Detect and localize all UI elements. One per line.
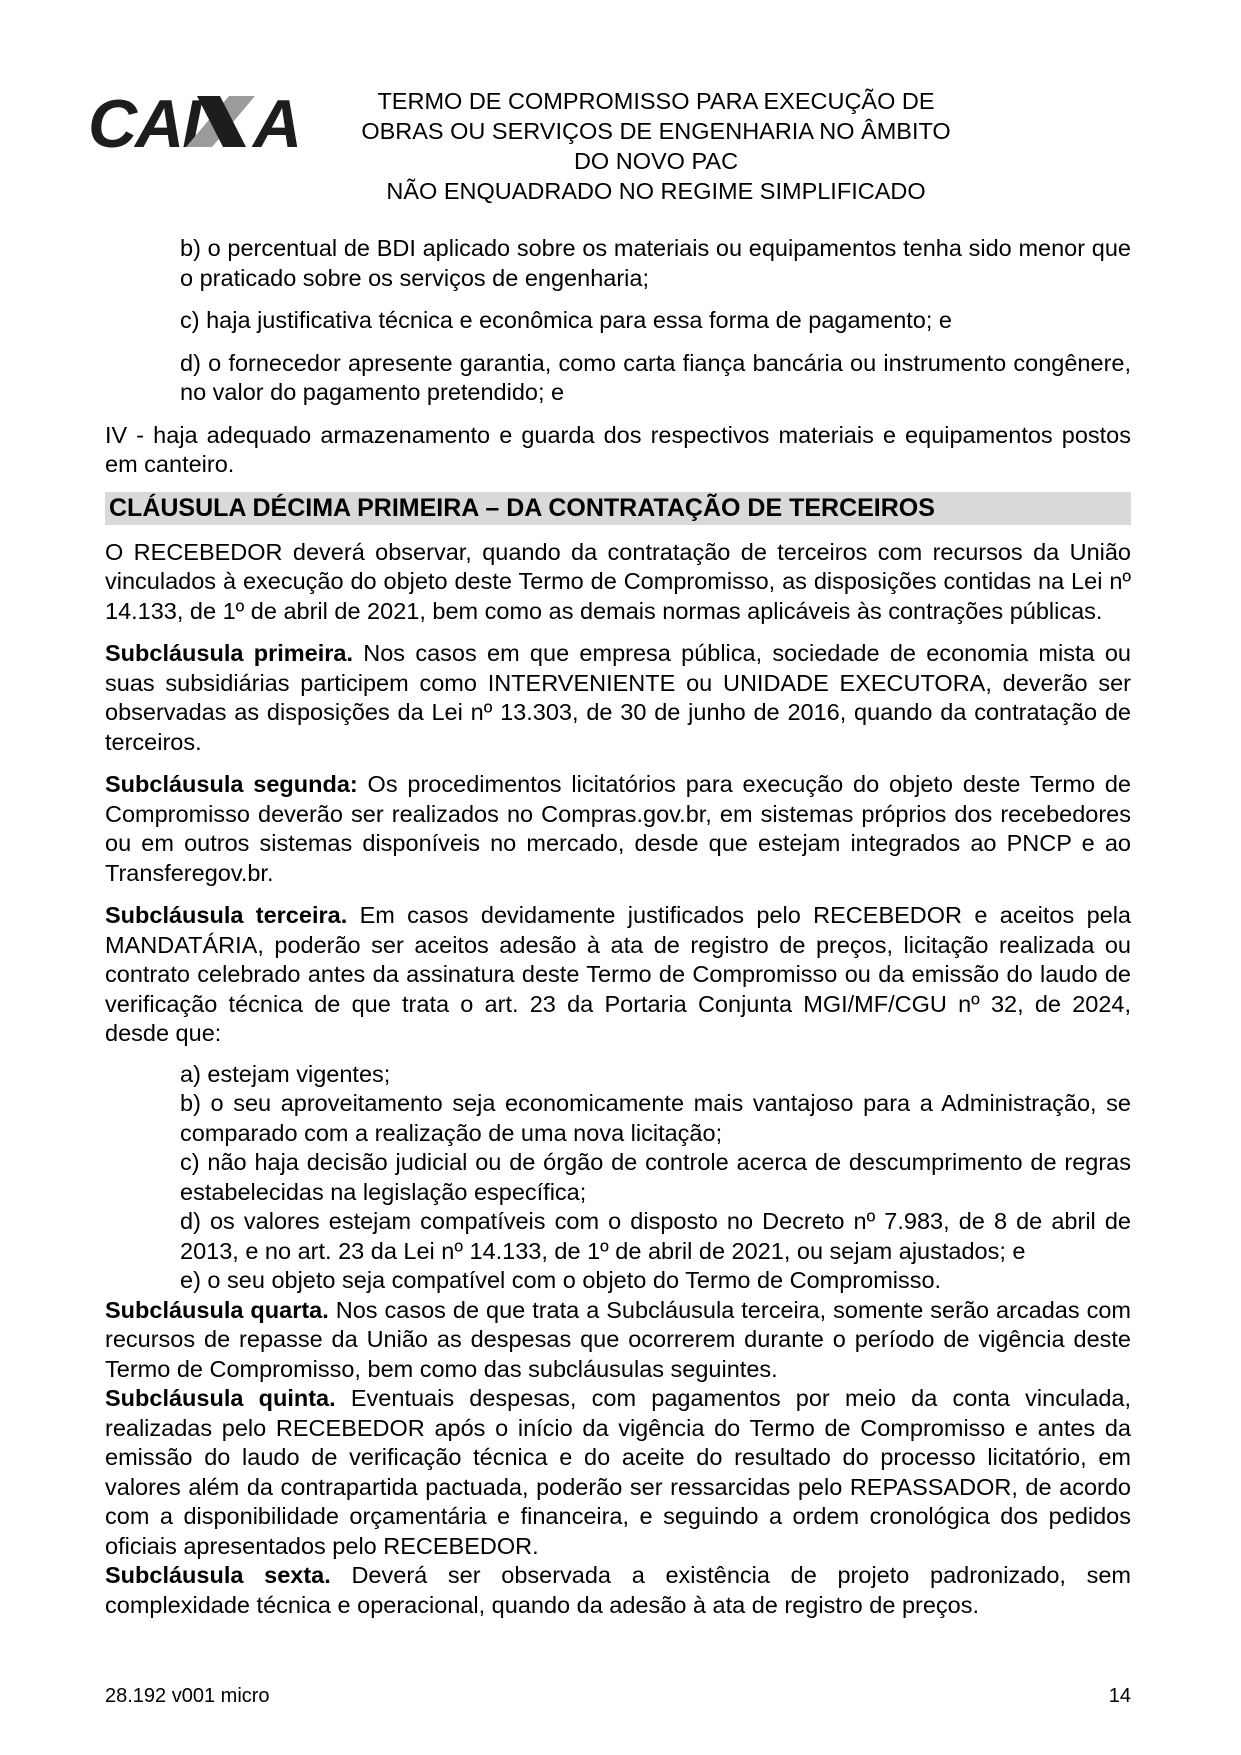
subclause-fourth-text: Nos casos de que trata a Subcláusula terceira, somente serão arcadas com recursos de repasse da União as despesas que ocorrerem durante o período de vigência deste Termo de Compromisso, bem como das subcláusulas seguintes. bbox=[105, 1296, 1131, 1382]
subclause-sixth-text: Deverá ser observada a existência de projeto padronizado, sem complexidade técnica e operacional, quando da adesão à ata de registro de preços. bbox=[105, 1562, 1132, 1618]
paragraph-list-c: c) não haja decisão judicial ou de órgão de controle acerca de descumprimento de regras estabelecidas na legislação específica; bbox=[180, 1149, 1131, 1205]
paragraph-subclause-sixth bbox=[105, 1561, 1131, 1620]
subclause-first-lead: Subcláusula primeira. bbox=[105, 640, 353, 666]
subclause-first-text: Nos casos em que empresa pública, sociedade de economia mista ou suas subsidiárias participem como INTERVENIENTE ou UNIDADE EXECUTORA, deverão ser observadas as disposições da Lei nº 13.303, de 30 de junho de 2016, quando da contratação de terceiros. bbox=[105, 640, 1131, 755]
paragraph-item-d: d) o fornecedor apresente garantia, como carta fiança bancária ou instrumento congênere, no valor do pagamento pretendido; e bbox=[180, 349, 1131, 405]
page-footer bbox=[105, 1684, 1131, 1708]
paragraph-item-b: b) o percentual de BDI aplicado sobre os materiais ou equipamentos tenha sido menor que o praticado sobre os serviços de engenharia; bbox=[180, 235, 1131, 291]
document-title-line-1: TERMO DE COMPROMISSO PARA EXECUÇÃO DE bbox=[377, 88, 935, 114]
subclause-third-lead: Subcláusula terceira. bbox=[105, 902, 348, 928]
paragraph-subclause-first bbox=[105, 639, 1131, 757]
paragraph-subclause-second bbox=[105, 770, 1131, 888]
footer-doc-code: 28.192 v001 micro bbox=[105, 1685, 270, 1707]
caixa-logo-text-end: A bbox=[253, 86, 301, 162]
caixa-logo bbox=[88, 86, 305, 162]
subclause-second-lead: Subcláusula segunda: bbox=[105, 771, 358, 797]
paragraph-subclause-third bbox=[105, 901, 1131, 1049]
paragraph-intro: O RECEBEDOR deverá observar, quando da contratação de terceiros com recursos da União vinculados à execução do objeto deste Termo de Compromisso, as disposições contidas na Lei nº 14.133, de 1º de abril de 2021, bem como as demais normas aplicáveis às contrações públicas. bbox=[105, 538, 1131, 624]
document-title-line-2: OBRAS OU SERVIÇOS DE ENGENHARIA NO ÂMBITO bbox=[361, 118, 951, 144]
paragraph-item-iv: IV - haja adequado armazenamento e guarda dos respectivos materiais e equipamentos postos em canteiro. bbox=[105, 421, 1131, 477]
paragraph-list-a: a) estejam vigentes; bbox=[180, 1060, 391, 1087]
subclause-sixth-lead: Subcláusula sexta. bbox=[105, 1562, 331, 1588]
subclause-fifth-lead: Subcláusula quinta. bbox=[105, 1385, 336, 1411]
paragraph-list-b: b) o seu aproveitamento seja economicamente mais vantajoso para a Administração, se comparado com a realização de uma nova licitação; bbox=[180, 1090, 1131, 1146]
paragraph-subclause-fourth bbox=[105, 1296, 1131, 1385]
clause-heading: CLÁUSULA DÉCIMA PRIMEIRA – DA CONTRATAÇÃO DE TERCEIROS bbox=[105, 492, 1131, 525]
subclause-third-text: Em casos devidamente justificados pelo RECEBEDOR e aceitos pela MANDATÁRIA, poderão ser aceitos adesão à ata de registro de preços, licitação realizada ou contrato celebrado antes da assinatura deste Termo de Compromisso ou da emissão do laudo de verificação técnica de que trata o art. 23 da Portaria Conjunta MGI/MF/CGU nº 32, de 2024, desde que: bbox=[105, 902, 1131, 1046]
subclause-fifth-text: Eventuais despesas, com pagamentos por meio da conta vinculada, realizadas pelo RECEBEDOR após o início da vigência do Termo de Compromisso e antes da emissão do laudo de verificação técnica e do aceite do resultado do processo licitatório, em valores além da contrapartida pactuada, poderão ser ressarcidas pelo REPASSADOR, de acordo com a disponibilidade orçamentária e financeira, e seguindo a ordem cronológica dos pedidos oficiais apresentados pelo RECEBEDOR. bbox=[105, 1385, 1131, 1559]
subclause-second-text: Os procedimentos licitatórios para execução do objeto deste Termo de Compromisso deverão ser realizados no Compras.gov.br, em sistemas próprios dos recebedores ou em outros sistemas disponíveis no mercado, desde que estejam integrados ao PNCP e ao Transferegov.br. bbox=[105, 771, 1131, 886]
document-title bbox=[330, 86, 982, 206]
document-body bbox=[0, 234, 1241, 1620]
paragraph-subclause-fifth bbox=[105, 1384, 1131, 1561]
paragraph-list-e: e) o seu objeto seja compatível com o objeto do Termo de Compromisso. bbox=[180, 1267, 942, 1293]
caixa-logo-text-start: CAI bbox=[88, 86, 200, 162]
subclause-fourth-lead: Subcláusula quarta. bbox=[105, 1296, 329, 1323]
footer-page-number: 14 bbox=[1108, 1685, 1131, 1707]
document-header bbox=[0, 0, 1241, 234]
paragraph-list-d: d) os valores estejam compatíveis com o disposto no Decreto nº 7.983, de 8 de abril de 2013, e no art. 23 da Lei nº 14.133, de 1º de abril de 2021, ou sejam ajustados; e bbox=[180, 1208, 1131, 1264]
paragraph-item-c: c) haja justificativa técnica e econômica para essa forma de pagamento; e bbox=[180, 307, 953, 333]
document-title-line-3: DO NOVO PAC bbox=[573, 148, 739, 174]
document-title-line-4: NÃO ENQUADRADO NO REGIME SIMPLIFICADO bbox=[386, 178, 926, 204]
